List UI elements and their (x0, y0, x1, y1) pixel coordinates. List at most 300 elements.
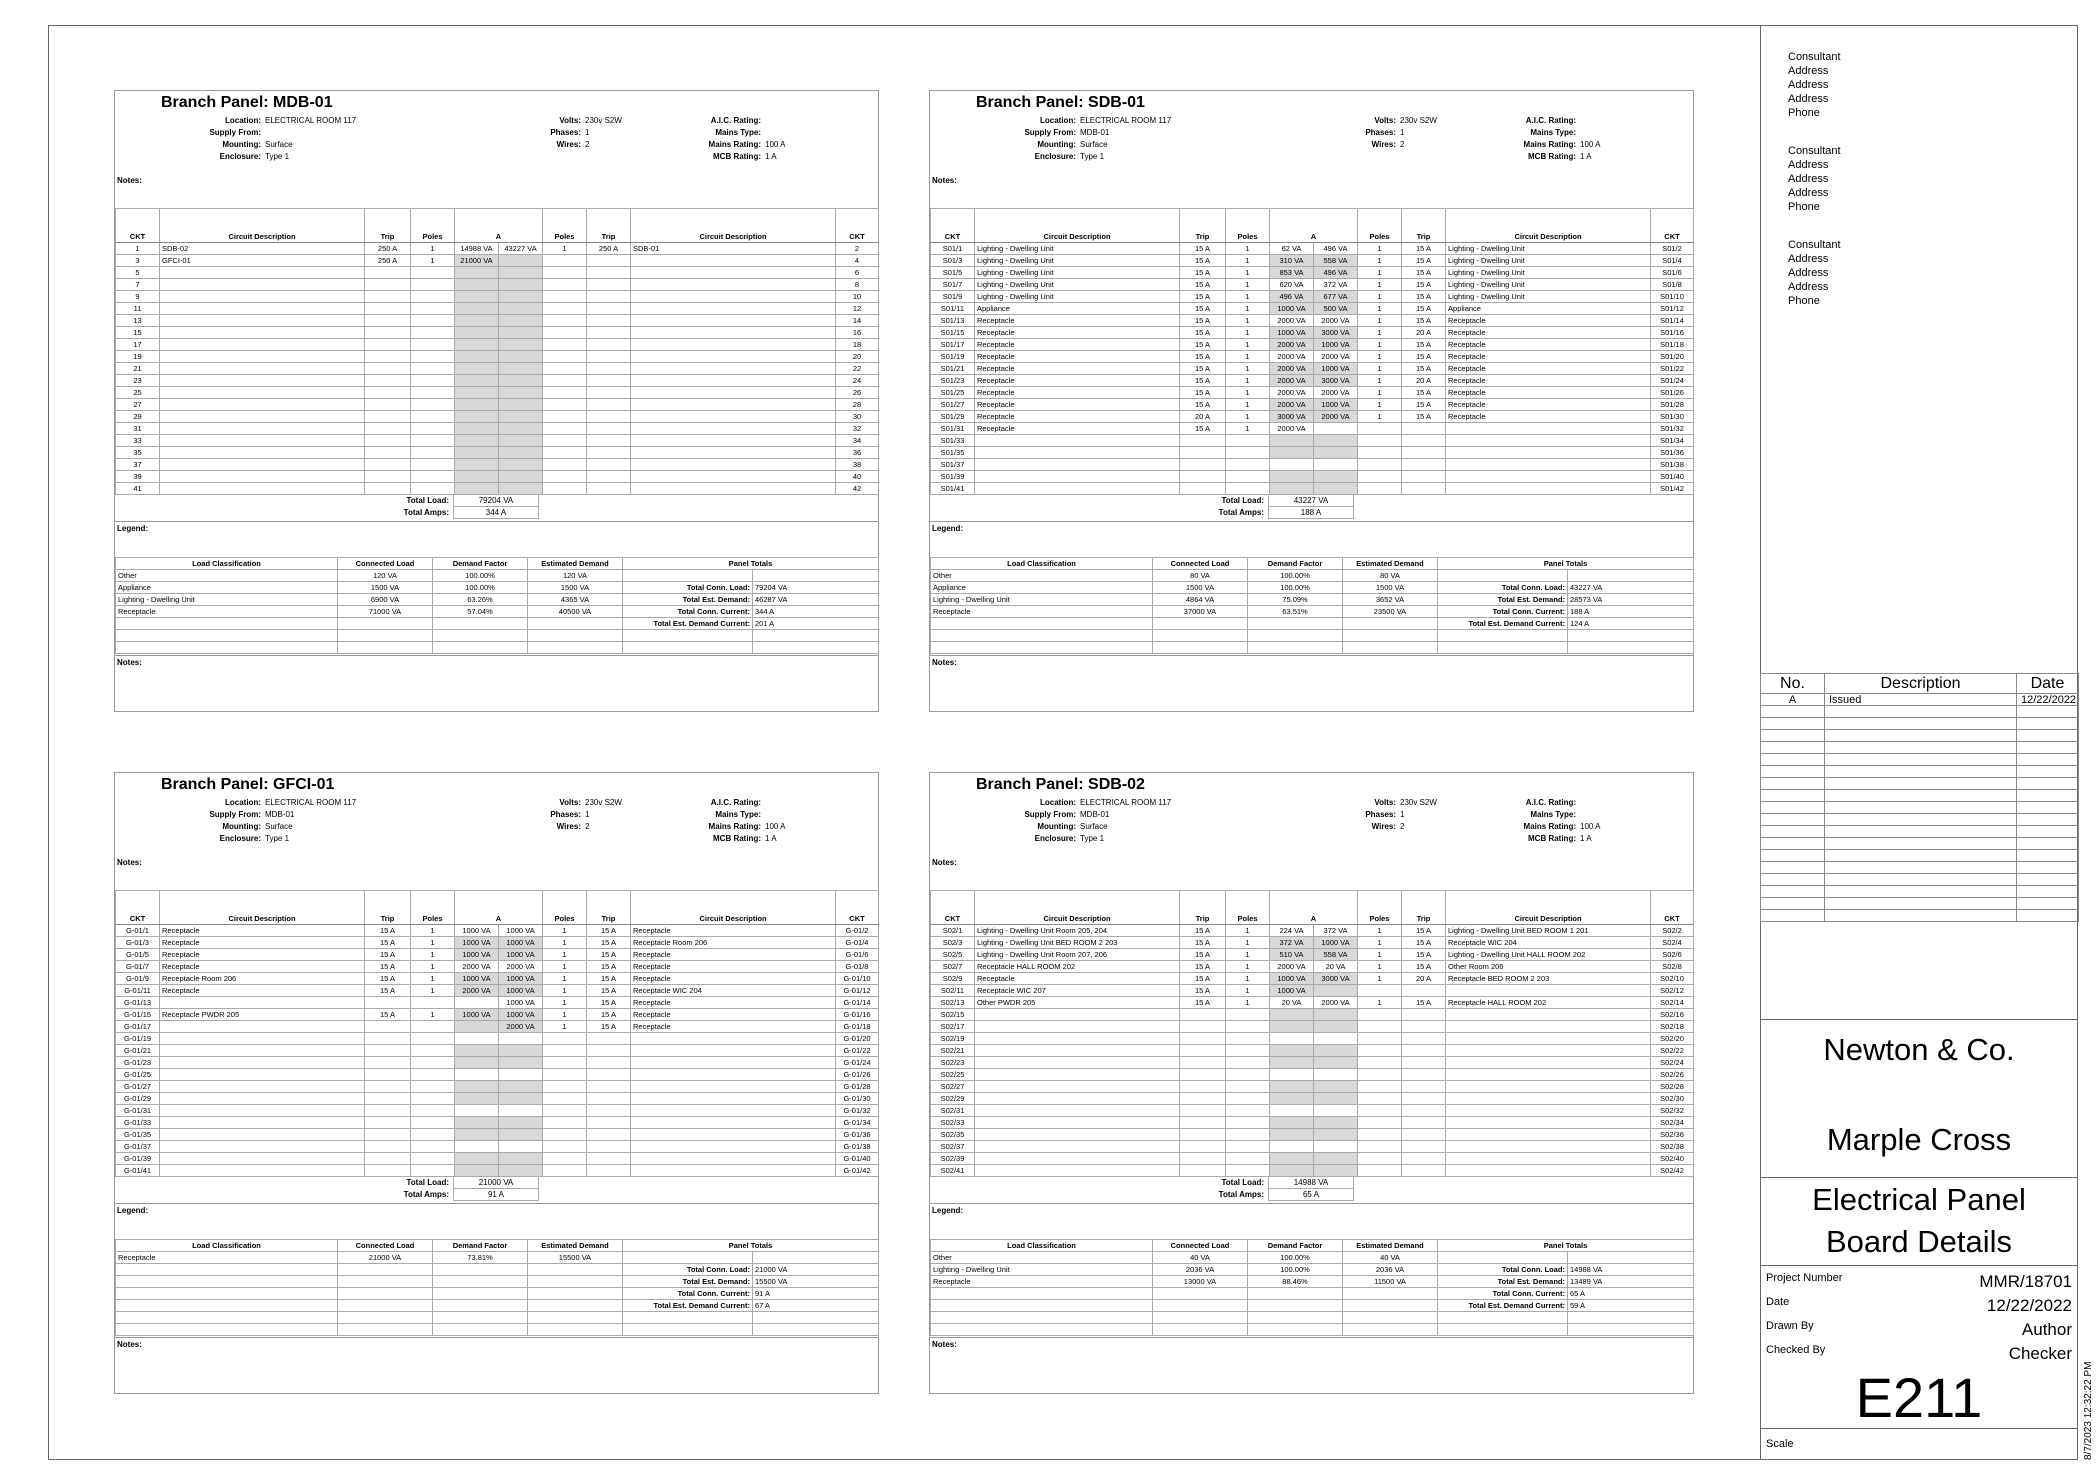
circuit-cell (587, 1153, 631, 1165)
info-value: 230v S2W (1400, 798, 1437, 807)
circuit-cell (1314, 985, 1358, 997)
load-cell: Lighting - Dwelling Unit (116, 594, 338, 606)
notes-label: Notes: (117, 1340, 142, 1349)
circuit-cell: S02/37 (931, 1141, 975, 1153)
circuit-cell: Receptacle (631, 1021, 836, 1033)
circuit-cell (455, 351, 499, 363)
load-row (116, 582, 879, 594)
circuit-cell: 250 A (365, 243, 411, 255)
circuit-cell (1270, 1009, 1314, 1021)
circuit-cell (411, 303, 455, 315)
circuit-cell: 1 (1226, 925, 1270, 937)
circuit-cell: 6 (836, 267, 879, 279)
circuit-row (931, 1165, 1694, 1177)
circuit-cell: 1 (411, 973, 455, 985)
circuit-cell (975, 1045, 1180, 1057)
revision-cell (1761, 862, 1825, 874)
revision-cell (1825, 730, 2017, 742)
panel-info-row (1490, 833, 1700, 845)
panel-total-value (1568, 1324, 1694, 1336)
circuit-cell: 15 A (365, 925, 411, 937)
circuit-row (116, 423, 879, 435)
circuit-row (931, 375, 1694, 387)
load-cell: Receptacle (931, 1276, 1153, 1288)
circuit-cell: G-01/12 (836, 985, 879, 997)
circuit-cell (1314, 1129, 1358, 1141)
info-value (1580, 797, 1700, 809)
circuit-cell: 1000 VA (499, 973, 543, 985)
circuit-cell (411, 1057, 455, 1069)
circuit-cell (1180, 1093, 1226, 1105)
circuit-cell (365, 351, 411, 363)
circuit-cell: G-01/8 (836, 961, 879, 973)
panel-info-row (970, 797, 1220, 809)
scale-label: Scale (1766, 1438, 1794, 1450)
circuit-cell: G-01/17 (116, 1021, 160, 1033)
circuit-cell: 15 A (1180, 375, 1226, 387)
circuit-cell (1358, 1081, 1402, 1093)
circuit-cell: 1000 VA (499, 937, 543, 949)
circuit-row (931, 997, 1694, 1009)
circuit-cell (543, 1045, 587, 1057)
consultant-block (1788, 144, 1841, 214)
revision-row (1761, 766, 2079, 778)
circuit-row (116, 1057, 879, 1069)
circuit-cell (455, 997, 499, 1009)
circuit-cell: 2000 VA (1270, 423, 1314, 435)
consultant-line: Consultant (1788, 239, 1841, 251)
circuit-cell: 20 VA (1270, 997, 1314, 1009)
load-cell (528, 618, 623, 630)
circuit-cell: S02/16 (1651, 1009, 1694, 1021)
info-value: 1 A (765, 834, 777, 843)
load-cell (1153, 630, 1248, 642)
total-value: 188 A (1268, 507, 1354, 519)
load-row (931, 618, 1694, 630)
circuit-header-cell: A (455, 209, 543, 243)
circuit-cell: Lighting - Dwelling Unit (1446, 243, 1651, 255)
circuit-cell (499, 459, 543, 471)
circuit-cell: 1000 VA (499, 925, 543, 937)
circuit-cell (160, 997, 365, 1009)
circuit-cell: 2000 VA (1270, 399, 1314, 411)
circuit-cell (455, 303, 499, 315)
circuit-row (931, 1105, 1694, 1117)
circuit-cell: SDB-02 (160, 243, 365, 255)
circuit-cell: 1 (1226, 255, 1270, 267)
circuit-cell: S02/40 (1651, 1153, 1694, 1165)
circuit-cell: 1 (543, 961, 587, 973)
panel-info-row (155, 139, 405, 151)
circuit-cell: 1 (411, 255, 455, 267)
circuit-cell (1270, 1081, 1314, 1093)
circuit-cell: 15 A (1402, 303, 1446, 315)
load-header-cell: Panel Totals (623, 1240, 879, 1252)
circuit-cell: 15 A (1180, 291, 1226, 303)
circuit-cell: 224 VA (1270, 925, 1314, 937)
circuit-cell (411, 375, 455, 387)
circuit-cell (455, 1057, 499, 1069)
circuit-row (931, 1129, 1694, 1141)
circuit-cell: Lighting - Dwelling Unit HALL ROOM 202 (1446, 949, 1651, 961)
circuit-cell: 15 A (587, 1021, 631, 1033)
circuit-cell (160, 411, 365, 423)
panel-total-label (1438, 570, 1568, 582)
info-label: Enclosure: (219, 834, 261, 843)
circuit-cell: S01/38 (1651, 459, 1694, 471)
load-cell (116, 1324, 338, 1336)
circuit-cell: 1000 VA (499, 949, 543, 961)
info-label: Volts: (559, 116, 581, 125)
info-label: Mains Rating: (708, 140, 761, 149)
load-row (931, 1312, 1694, 1324)
circuit-cell (587, 399, 631, 411)
info-value: 1 (585, 810, 590, 819)
revision-row (1761, 742, 2079, 754)
circuit-row (116, 1093, 879, 1105)
circuit-cell: S02/1 (931, 925, 975, 937)
revision-cell (2017, 850, 2079, 862)
load-row (116, 1276, 879, 1288)
circuit-cell (160, 363, 365, 375)
circuit-cell: 15 A (1402, 279, 1446, 291)
circuit-cell (1358, 985, 1402, 997)
circuit-cell: 20 A (1402, 375, 1446, 387)
circuit-cell: Receptacle (975, 327, 1180, 339)
panel-info-row (1490, 139, 1700, 151)
circuit-cell (1358, 435, 1402, 447)
circuit-cell (365, 363, 411, 375)
circuit-header-cell: CKT (931, 891, 975, 925)
circuit-header-cell: Circuit Description (160, 209, 365, 243)
circuit-row (116, 961, 879, 973)
circuit-cell (631, 1069, 836, 1081)
circuit-cell (543, 267, 587, 279)
load-cell (931, 642, 1153, 654)
info-value (1580, 809, 1700, 821)
revision-cell (1825, 862, 2017, 874)
legend-section (115, 521, 878, 557)
circuit-row (116, 459, 879, 471)
info-label: Mains Type: (715, 810, 761, 819)
circuit-cell (1270, 1141, 1314, 1153)
circuit-cell (543, 1117, 587, 1129)
circuit-cell: 2000 VA (499, 1021, 543, 1033)
revision-row (1761, 778, 2079, 790)
circuit-cell (411, 315, 455, 327)
circuit-cell: Receptacle HALL ROOM 202 (975, 961, 1180, 973)
info-label: Enclosure: (1034, 152, 1076, 161)
revision-cell (1761, 838, 1825, 850)
info-value (765, 809, 885, 821)
circuit-cell: S02/29 (931, 1093, 975, 1105)
circuit-row (116, 279, 879, 291)
revision-cell (2017, 754, 2079, 766)
circuit-cell: 15 A (1180, 279, 1226, 291)
circuit-cell: 1 (1358, 411, 1402, 423)
circuit-row (931, 387, 1694, 399)
circuit-cell: 8 (836, 279, 879, 291)
circuit-cell: S02/33 (931, 1117, 975, 1129)
panel-info-row (515, 115, 675, 127)
circuit-cell: 1000 VA (1270, 327, 1314, 339)
circuit-cell: GFCI-01 (160, 255, 365, 267)
panel-info-row (515, 809, 675, 821)
circuit-cell (1446, 483, 1651, 495)
circuit-cell: 1 (1226, 997, 1270, 1009)
panel-total-value (1568, 1312, 1694, 1324)
load-classification-table (930, 1239, 1694, 1336)
circuit-cell (1402, 1033, 1446, 1045)
circuit-header-cell: Circuit Description (631, 209, 836, 243)
load-classification-table (115, 557, 879, 654)
circuit-row (931, 459, 1694, 471)
circuit-cell (1402, 423, 1446, 435)
load-cell (433, 630, 528, 642)
load-cell: 100.00% (1248, 1252, 1343, 1264)
circuit-table (115, 890, 879, 1177)
circuit-header-cell: Trip (587, 891, 631, 925)
circuit-cell (587, 483, 631, 495)
circuit-cell (631, 471, 836, 483)
circuit-cell (411, 997, 455, 1009)
circuit-cell: 15 A (1180, 925, 1226, 937)
circuit-cell (160, 327, 365, 339)
info-value: 100 A (765, 140, 786, 149)
notes-label: Notes: (932, 658, 957, 667)
total-row (1188, 507, 1354, 519)
circuit-cell: S01/18 (1651, 339, 1694, 351)
total-value: 91 A (453, 1189, 539, 1201)
circuit-cell: Lighting - Dwelling Unit (1446, 267, 1651, 279)
circuit-cell (365, 291, 411, 303)
circuit-cell: SDB-01 (631, 243, 836, 255)
circuit-cell: 15 A (1402, 363, 1446, 375)
load-row (116, 618, 879, 630)
circuit-cell: 15 A (1180, 949, 1226, 961)
circuit-cell: 2000 VA (1314, 387, 1358, 399)
circuit-header-cell: Circuit Description (160, 891, 365, 925)
circuit-cell (587, 1141, 631, 1153)
circuit-cell: G-01/7 (116, 961, 160, 973)
circuit-row (931, 279, 1694, 291)
circuit-cell (1270, 1021, 1314, 1033)
circuit-cell: Receptacle (1446, 351, 1651, 363)
circuit-cell (411, 351, 455, 363)
panel-info-group (515, 797, 675, 833)
circuit-cell: 15 A (1180, 255, 1226, 267)
load-cell (1343, 630, 1438, 642)
circuit-cell (1358, 483, 1402, 495)
load-cell: 21000 VA (338, 1252, 433, 1264)
total-value: 14988 VA (1268, 1177, 1354, 1189)
circuit-cell (499, 267, 543, 279)
panel-info-row (155, 151, 405, 163)
revision-cell (1825, 814, 2017, 826)
circuit-cell: 1 (1226, 949, 1270, 961)
notes-label: Notes: (932, 858, 957, 867)
circuit-header-cell: Poles (411, 209, 455, 243)
circuit-cell: 1000 VA (1314, 363, 1358, 375)
revision-cell (1761, 730, 1825, 742)
load-cell (116, 642, 338, 654)
circuit-cell: Lighting - Dwelling Unit BED ROOM 1 201 (1446, 925, 1651, 937)
circuit-row (116, 1129, 879, 1141)
load-cell (931, 1288, 1153, 1300)
circuit-cell: 1 (1226, 351, 1270, 363)
circuit-cell (1226, 1165, 1270, 1177)
circuit-row (116, 303, 879, 315)
circuit-cell: S02/24 (1651, 1057, 1694, 1069)
circuit-cell: 1 (411, 925, 455, 937)
revision-cell (1825, 850, 2017, 862)
circuit-cell: 2000 VA (1314, 411, 1358, 423)
revision-cell (1825, 766, 2017, 778)
circuit-row (931, 1045, 1694, 1057)
circuit-row (931, 447, 1694, 459)
circuit-cell (1358, 1105, 1402, 1117)
circuit-cell: 27 (116, 399, 160, 411)
load-cell (116, 630, 338, 642)
load-row (116, 642, 879, 654)
circuit-row (116, 925, 879, 937)
circuit-cell (411, 435, 455, 447)
load-cell (931, 1300, 1153, 1312)
consultant-line: Phone (1788, 107, 1820, 119)
info-label: Wires: (1371, 822, 1396, 831)
total-value: 65 A (1268, 1189, 1354, 1201)
load-row (931, 1276, 1694, 1288)
info-value: 230v S2W (585, 798, 622, 807)
load-cell (116, 1300, 338, 1312)
load-cell: 100.00% (1248, 582, 1343, 594)
circuit-cell (587, 363, 631, 375)
circuit-cell: Receptacle WIC 207 (975, 985, 1180, 997)
drawn-by-row (1762, 1320, 2076, 1340)
circuit-cell (1180, 447, 1226, 459)
circuit-cell: S02/11 (931, 985, 975, 997)
load-cell (1153, 1312, 1248, 1324)
circuit-cell: 2000 VA (1314, 351, 1358, 363)
circuit-cell (365, 1165, 411, 1177)
load-cell (1343, 618, 1438, 630)
circuit-cell: S01/42 (1651, 483, 1694, 495)
circuit-row (931, 1081, 1694, 1093)
circuit-cell: S01/39 (931, 471, 975, 483)
circuit-cell: S02/27 (931, 1081, 975, 1093)
checked-by-value: Checker (2008, 1344, 2072, 1363)
circuit-cell (587, 1165, 631, 1177)
info-value: Surface (265, 822, 293, 831)
info-value: MDB-01 (1080, 810, 1110, 819)
circuit-cell (1446, 1093, 1651, 1105)
circuit-cell: 30 (836, 411, 879, 423)
circuit-cell: 31 (116, 423, 160, 435)
panel-total-value (1568, 570, 1694, 582)
load-header-cell: Load Classification (931, 1240, 1153, 1252)
circuit-cell (455, 363, 499, 375)
load-row (116, 1300, 879, 1312)
circuit-cell: 36 (836, 447, 879, 459)
total-row (1188, 1189, 1354, 1201)
circuit-cell (631, 1129, 836, 1141)
panel-total-value: 201 A (753, 618, 879, 630)
info-label: Mounting: (222, 822, 261, 831)
circuit-cell (411, 1105, 455, 1117)
circuit-cell (1446, 1141, 1651, 1153)
info-label: Volts: (1374, 116, 1396, 125)
circuit-cell (499, 1129, 543, 1141)
revision-row (1761, 790, 2079, 802)
revision-cell (2017, 826, 2079, 838)
circuit-cell (411, 1021, 455, 1033)
load-cell (338, 618, 433, 630)
circuit-cell: Receptacle (631, 961, 836, 973)
total-label: Total Amps: (1218, 1190, 1264, 1199)
circuit-cell (160, 459, 365, 471)
circuit-row (116, 327, 879, 339)
info-value (765, 115, 885, 127)
circuit-cell: 29 (116, 411, 160, 423)
circuit-cell (1180, 1045, 1226, 1057)
load-cell (433, 1276, 528, 1288)
circuit-cell: G-01/10 (836, 973, 879, 985)
circuit-cell (543, 1081, 587, 1093)
load-cell (1153, 1324, 1248, 1336)
panel-total-label: Total Conn. Current: (623, 606, 753, 618)
circuit-cell (631, 1093, 836, 1105)
circuit-cell: 15 A (1402, 339, 1446, 351)
circuit-cell: 39 (116, 471, 160, 483)
circuit-cell (1270, 1033, 1314, 1045)
circuit-cell (1270, 483, 1314, 495)
circuit-cell (1180, 1081, 1226, 1093)
circuit-cell: 20 (836, 351, 879, 363)
circuit-cell (1314, 1081, 1358, 1093)
consultant-line: Consultant (1788, 145, 1841, 157)
panel-info-row (1490, 115, 1700, 127)
revision-cell (1761, 766, 1825, 778)
circuit-row (116, 1141, 879, 1153)
circuit-cell (1270, 1069, 1314, 1081)
project-info-divider (1760, 1265, 2078, 1266)
circuit-cell: S01/35 (931, 447, 975, 459)
circuit-cell: S01/23 (931, 375, 975, 387)
circuit-cell: S02/21 (931, 1045, 975, 1057)
circuit-cell: 3000 VA (1314, 327, 1358, 339)
load-cell (528, 1312, 623, 1324)
info-label: Volts: (559, 798, 581, 807)
circuit-cell: 1 (1226, 387, 1270, 399)
circuit-cell: Lighting - Dwelling Unit (975, 255, 1180, 267)
circuit-table (930, 208, 1694, 495)
circuit-cell: 1 (411, 961, 455, 973)
circuit-cell (1358, 1021, 1402, 1033)
revision-cell (2017, 838, 2079, 850)
circuit-cell: G-01/9 (116, 973, 160, 985)
circuit-cell: 7 (116, 279, 160, 291)
panel-total-label (1438, 630, 1568, 642)
info-value: Surface (1080, 140, 1108, 149)
circuit-cell: 1 (1358, 949, 1402, 961)
load-cell: 40 VA (1343, 1252, 1438, 1264)
panel-total-label (1438, 1252, 1568, 1264)
load-cell: Other (931, 570, 1153, 582)
load-header-cell: Connected Load (1153, 1240, 1248, 1252)
circuit-cell: 18 (836, 339, 879, 351)
circuit-header-row (116, 891, 879, 925)
legend-label: Legend: (932, 524, 964, 533)
